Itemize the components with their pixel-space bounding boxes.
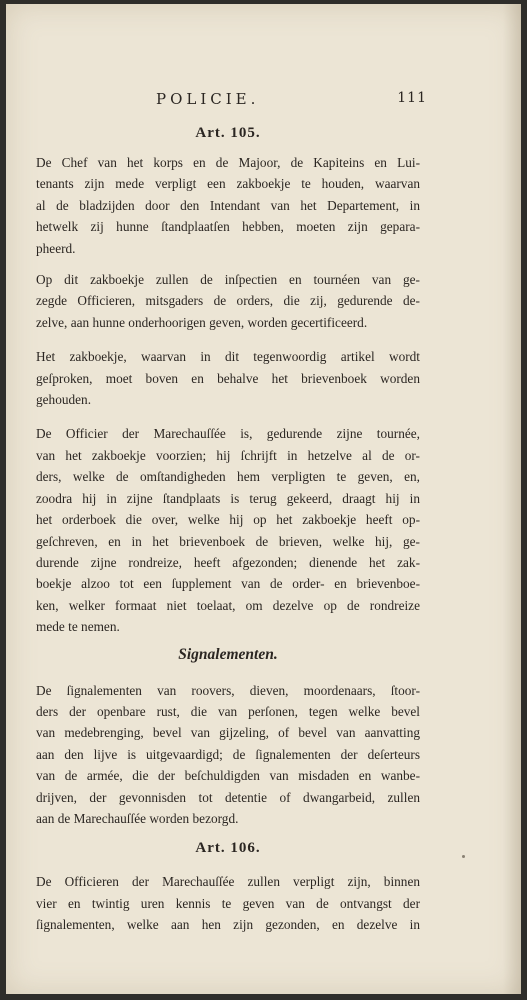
text-line: van het zakboekje voorzien; hij ſchrijft in hetzelve al de or-: [36, 447, 420, 463]
text-line: zelve, aan hunne onderhoorigen geven, worden gecertificeerd.: [36, 314, 368, 330]
text-line: ken, welker formaat niet toelaat, om dezelve op de rondreize: [36, 597, 420, 613]
text-line: aan den lijve is uitgevaardigd; de ſignalementen der deſerteurs: [36, 746, 420, 762]
text-line: al de bladzijden door den Intendant van het Departement, in: [36, 197, 420, 213]
text-line: zoodra hij in zijne ſtandplaats is terug gekeerd, draagt hij in: [36, 490, 420, 506]
text-line: drijven, der gevonnisden tot detentie of dwangarbeid, zullen: [36, 789, 420, 805]
text-line: aan de Marechauſſée worden bezorgd.: [36, 810, 239, 826]
text-line: pheerd.: [36, 240, 76, 256]
text-line: boekje alzoo tot een ſupplement van de order- en brievenboe-: [36, 576, 420, 592]
text-line: mede te nemen.: [36, 619, 120, 635]
article-105-heading: Art. 105.: [195, 125, 261, 141]
text-line: van medebrenging, bevel van gijzeling, of bevel van aanvatting: [36, 725, 420, 741]
text-line: hetwelk zij hunne ſtandplaatſen hebben, moeten zijn gepara-: [36, 219, 420, 235]
ink-speck: [462, 855, 465, 858]
paragraph-4: [36, 423, 420, 637]
paragraph-2: [36, 269, 420, 333]
text-line: van de armée, die der beſchuldigden van misdaden en wanbe-: [36, 768, 420, 784]
text-line: ders der openbare rust, die van perſonen, tegen welke bevel: [36, 703, 420, 719]
text-line: het orderboek die over, welke hij op het zakboekje heeft op-: [36, 512, 420, 528]
page-number: 111: [397, 90, 427, 106]
page-header: [6, 90, 521, 112]
article-106-heading: Art. 106.: [195, 840, 261, 857]
paragraph-5: [36, 680, 420, 830]
text-line: De Officieren der Marechauſſée zullen verpligt zijn, binnen: [36, 874, 420, 890]
text-line: De Chef van het korps en de Majoor, de Kapiteins en Lui-: [36, 155, 420, 170]
paragraph-3: [36, 346, 420, 410]
text-line: geſchreven, en in het brievenboek de brieven, welke hij, ge-: [36, 533, 420, 549]
text-line: tenants zijn mede verpligt een zakboekje te houden, waarvan: [36, 176, 420, 192]
signalementen-heading: Signalementen.: [178, 645, 278, 663]
text-line: De Officier der Marechauſſée is, gedurende zijne tournée,: [36, 426, 420, 442]
text-line: gehouden.: [36, 392, 92, 408]
text-line: vier en twintig uren kennis te geven van de ontvangst der: [36, 895, 420, 911]
text-line: Het zakboekje, waarvan in dit tegenwoordig artikel wordt: [36, 349, 420, 365]
text-line: De ſignalementen van roovers, dieven, moordenaars, ſtoor-: [36, 682, 420, 698]
page-body: [36, 122, 420, 936]
text-line: zegde Officieren, mitsgaders de orders, die zij, gedurende de-: [36, 293, 420, 309]
running-title: POLICIE.: [156, 90, 260, 108]
paragraph-6: [36, 871, 420, 935]
paragraph-1: [36, 152, 420, 259]
book-page: [6, 4, 521, 994]
text-line: ſignalementen, welke aan hen zijn gezonden, en dezelve in: [36, 917, 420, 933]
text-line: ders, welke de omſtandigheden hem verpligten te geven, en,: [36, 469, 420, 485]
text-line: durende zijne rondreize, heeft afgezonden; dienende het zak-: [36, 554, 420, 570]
text-line: geſproken, moet boven en behalve het brievenboek worden: [36, 370, 420, 386]
text-line: Op dit zakboekje zullen de inſpectien en tournéen van ge-: [36, 272, 420, 288]
